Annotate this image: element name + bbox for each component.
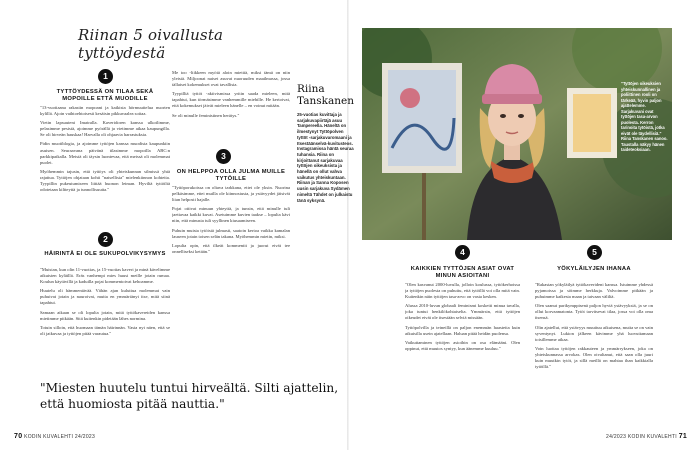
section-4-heading: KAIKKIEN TYTTÖJEN ASIAT OVAT MINUN ASIOITANI — [410, 266, 515, 279]
section-1-paragraph: "13-vuotiaana rakastin mopoani ja kaikista hörmuuttelua nuorten kylillä. Ajoin vaihtoehtoisesti kesäisin pikkuvaalea soitaa. — [40, 105, 170, 117]
section-1-paragraph: Pidin muotiblogia, ja ajoimme tyttöjen kanssa muodista kaupunkiin asuisen. Seuraavana päivänä tilasimme mopoilla ABC:n parkkipaikalla. Meistä oli täysin luontevaa, että meissä oli molemmat puolet. — [40, 141, 170, 165]
section-3-body — [172, 185, 290, 373]
section-4-paragraph: Alussa 2010-luvun globaali feminismi kosketti minua tavalla, joka tuntui henkilökohtaiselta. Ymmärsin, että tyttöjen oikeudet eivät ole itsestään selviä missään. — [405, 303, 520, 321]
folio-left — [14, 433, 95, 440]
folio-right-text: 24/2023 KODIN KUVALEHTI — [606, 434, 678, 440]
section-2-heading: HÄIRINTÄ EI OLE SUKUPOLVIKYSYMYS — [44, 251, 166, 257]
section-5-heading: YÖKYLÄILYJEN IHANAA — [557, 266, 631, 272]
page-number-right: 71 — [678, 433, 688, 440]
section-3-number-badge: 3 — [216, 149, 231, 164]
intro-paragraph: Me too -liikkeen myötä aloin miettiä, miksi tämä on niin yleistä. Miljoonat naiset asuvat nuoruuden maailmassa, jossa tällaiset kokemukset ovat tavallisia. — [172, 70, 290, 88]
page-gutter — [347, 0, 349, 450]
author-bio: 25-vuotias kuvittaja ja sarjakuvapiirtäjä asuu Tampereella. Häneltä on ilmestynyt Tyttöpolven tyttöt -sarjakuvaromaani ja Itsestäänselvä-kuvitusteos. Instagramissa häntä seuraa tuhansia. Riina on kirjoittanut sarjakuvaa tyttöjen oikeuksista ja hänellä on ollut vahva vaikutus yhteiskuntaan. Riinan ja Sanna Koposen uusin sarjakuva Sydämen nimeltä Tähdet on julkaistu tänä syksynä. — [297, 112, 354, 203]
section-4-paragraph: "Olen kasvanut 2000-luvulla, jolloin koulussa, tyttökerhoissa ja tyttöjen puolesta on puhuttu, että tytöillä voi olla mitä vain. Kuitenkin näin tyttöjen tasa-arvo on vasta kesken. — [405, 282, 520, 300]
page-title: Riinan 5 oivallusta tyttöydestä — [78, 26, 224, 62]
folio-left-text: KODIN KUVALEHTI 24/2023 — [24, 434, 96, 440]
author-last-name: Tanskanen — [297, 95, 354, 107]
section-4-body — [405, 282, 520, 424]
section-3-paragraph: Lopulta opin, että ilkeät kommentit ja juorut eivät tee onnelliseksi ketään." — [172, 242, 290, 254]
section-2-paragraph: Samaan aikaan se oli lopulta jotain, mitä tyttökavereiden kanssa mietimme pitkään. Sitä kuitenkin pidetään lähes normina. — [40, 309, 170, 321]
photo-caption: "Tyttöjen oikeuksien yhteiskunnallinen ja poliittinen rooli on tärkeää, hyvin paljon ajattelemme. Sarjakuvani ovat tyttöjen tasa-arvon puolesta. Kerron tarinoita tytöistä, jotka eivät ole täydellisiä." Riina Tanskanen sanoo. Taustalla näkyy hänen taideteoksiaan. — [621, 81, 668, 152]
section-2-paragraph: "Muistan, kun olin 11-vuotias, ja 15-vuotias kaveri ja minä kävelimme aikuisten kyläillä. Eräs vanhempi mies huusi meille jotain rumaa. Koulun käytävillä ja kaduilla pojat kommentoivat kehoamme. — [40, 267, 170, 285]
section-1-paragraph: Myöhemmin tajusin, että tyttöys oli yhteiskunnan silmissä yhtä rajattua. Tyttöjen ohjataan kohti "naisellisia" mielenkiinnon kohteita. Tyypillin pukeutumiseen liittää huonon leiman. Hyviltä tyttöiltä odotetaan kiltteyttä ja tunnollisuutta." — [40, 168, 170, 193]
section-3-paragraph: "Tyttöporukoissa on oltava tarkkana, ettei ole yksin. Nuorina pelkäsimme, ettei muilla ole kiinnostusta, ja ystävyydet jäisivät liian helposti hajalle. — [172, 185, 290, 203]
section-3-paragraph: Puhuin muista tytöistä julmasti, saatoin kertoa vaikka kamalan lauseen jotain toisen selän takana. Myöhemmin mietin, miksi. — [172, 227, 290, 239]
page-number-left: 70 — [14, 433, 23, 440]
section-1-number-badge: 1 — [98, 69, 113, 84]
section-2-paragraph: Totuin silloin, että huomaan tämän häirinnän. Vasta nyt näen, että se oli jatkuvaa ja tyttöjen pitää varautua." — [40, 324, 170, 336]
intro-paragraph: Se oli minulle feministinen herätys." — [172, 112, 240, 118]
section-3-paragraph: Pojat ottivat minuun yhteyttä, ja tunsin, että minulle tuli jaettavaa kaikki kuvat. Asetuimme kuvien taakse – lopulta kävi niin, että minusta tuli syyllinen kiusaamiseen. — [172, 206, 290, 224]
folio-right — [606, 433, 687, 440]
section-5-paragraph: Olen saanut parikymppisenä paljon hyviä ystävyyksiä, ja se on ollut korvaamatonta. Tytöt tarvitsevat tilaa, jossa voi olla oma itsensä. — [535, 303, 653, 321]
section-5-number-badge: 5 — [587, 245, 602, 260]
pull-quote: "Miesten huutelu tuntui hirveältä. Silti ajattelin, että huomiosta pitää nauttia." — [40, 381, 339, 411]
intro-paragraph: Tyypilliä tyttöt -aktivismissa yritin saada mieleen, mitä tapahtui, kun törmäsimme vanhemmille miehille. He kertoivat, että kokemukset jäivät mieleen hänelle – en voinut mitään. — [172, 91, 290, 109]
section-5-paragraph: Olin ajatellut, että ystävyys muuttuu aikuisena, mutta se on vain syventynyt. Lukion jälkeen kävimme yhä luovuttamaan toisillemme aikaa. — [535, 324, 653, 342]
section-2-number-badge: 2 — [98, 232, 113, 247]
middle-column-intro — [172, 70, 290, 142]
section-1-paragraph: Vietin lapsuuteni Imatralla. Kaveridoren kanssa ulkoilimme, pelasimme pesistä, ajoimme pyörällä ja vietimme aikaa kaupungilla. Se oli hirveän hauskaa! Harvalla oli ohjaavia harrastuksia. — [40, 120, 170, 138]
section-2-paragraph: Huutelu oli hämmentävää. Vähän ajan kuluttua molemmat vain puhuivat jotain ja nauroivat, mutta en ymmärtänyt itse, mitä siinä tapahtui. — [40, 288, 170, 306]
section-5-paragraph: Voin luottaa tyttöjen rakkauteen ja ymmärrykseen, joka on yhteiskunnassa arvokas. Olen oivaltanut, että saan olla juuri kuin muutkin tytöt, ja sillä meillä on mahtaa ihan kaikkialla tytöillä." — [535, 345, 653, 370]
section-3-heading: ON HELPPOA OLLA JULMA MUILLE TYTÖILLE — [176, 169, 286, 182]
section-4-paragraph: Vaikuttaminen tyttöjen asioihin on osa elämääni. Olen oppinut, että muutos syntyy, kun äänemme kuuluu." — [405, 339, 520, 351]
section-5-paragraph: "Rakastan yökyläilyä tyttökaverideni kanssa. Istuimme yhdessä pyjamoissa ja söimme herkkuja. Valvoimme pitkään ja puhuimme kaikesta maan ja taivaan väliltä. — [535, 282, 653, 300]
section-5-body — [535, 282, 653, 424]
section-4-number-badge: 4 — [455, 245, 470, 260]
section-1-heading: TYTTÖYDESSÄ ON TILAA SEKÄ MOPOILLE ETTÄ MUODILLE — [56, 89, 154, 102]
author-name — [297, 83, 357, 107]
section-2-body — [40, 267, 170, 373]
author-first-name: Riina — [297, 83, 325, 95]
section-1-body — [40, 105, 170, 223]
section-4-paragraph: Tyttöpolvilla ja teineillä on paljon enemmän haasteita kuin aikuisilla usein ajatellaan. Haluan pitää heidän puolensa. — [405, 324, 520, 336]
